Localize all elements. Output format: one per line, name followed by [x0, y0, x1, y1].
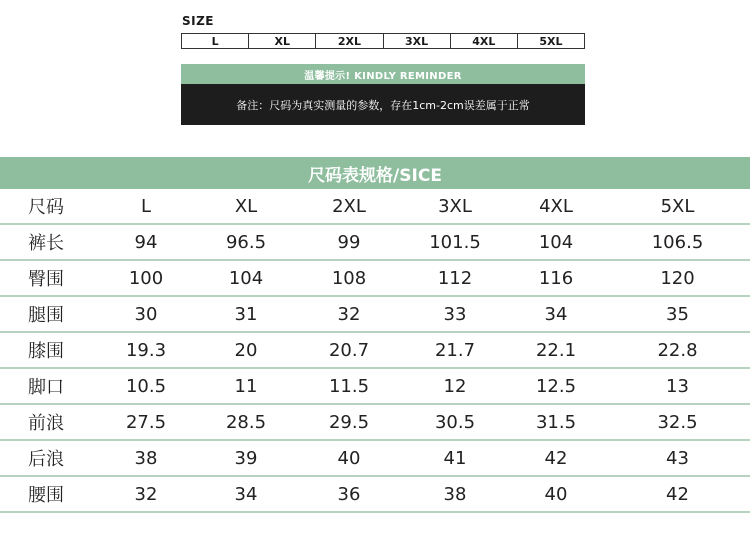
- size-value: 108: [295, 260, 403, 296]
- size-value: 40: [295, 440, 403, 476]
- size-box-3xl: 3XL: [383, 34, 450, 48]
- size-value: 30: [95, 296, 197, 332]
- size-value: 32: [95, 476, 197, 512]
- size-value: L: [95, 189, 197, 224]
- size-value: 3XL: [403, 189, 507, 224]
- size-value: 22.8: [605, 332, 750, 368]
- size-value: 96.5: [197, 224, 295, 260]
- row-label: 后浪: [0, 440, 95, 476]
- size-table: [0, 189, 750, 513]
- size-value: 31: [197, 296, 295, 332]
- size-box-4xl: 4XL: [450, 34, 517, 48]
- row-label: 尺码: [0, 189, 95, 224]
- size-value: 30.5: [403, 404, 507, 440]
- size-value: 34: [197, 476, 295, 512]
- size-value: 43: [605, 440, 750, 476]
- table-row: [0, 332, 750, 368]
- size-value: 10.5: [95, 368, 197, 404]
- size-value: 28.5: [197, 404, 295, 440]
- size-value: 99: [295, 224, 403, 260]
- row-label: 臀围: [0, 260, 95, 296]
- row-label: 脚口: [0, 368, 95, 404]
- size-table-body: [0, 189, 750, 512]
- size-box-xl: XL: [248, 34, 315, 48]
- size-value: 32.5: [605, 404, 750, 440]
- size-table-title: 尺码表规格/SICE: [0, 157, 750, 189]
- size-value: 4XL: [507, 189, 605, 224]
- size-value: 112: [403, 260, 507, 296]
- size-value: 11.5: [295, 368, 403, 404]
- size-value: 100: [95, 260, 197, 296]
- reminder-title-bar: 温馨提示! KINDLY REMINDER: [181, 64, 585, 84]
- size-box-l: L: [211, 34, 219, 48]
- row-label: 腿围: [0, 296, 95, 332]
- size-value: 31.5: [507, 404, 605, 440]
- size-value: 29.5: [295, 404, 403, 440]
- table-header-row: [0, 189, 750, 224]
- size-value: 36: [295, 476, 403, 512]
- size-value: 38: [403, 476, 507, 512]
- size-value: 116: [507, 260, 605, 296]
- size-value: 2XL: [295, 189, 403, 224]
- table-row: [0, 440, 750, 476]
- size-value: 21.7: [403, 332, 507, 368]
- size-value: 106.5: [605, 224, 750, 260]
- size-value: 94: [95, 224, 197, 260]
- size-value: 41: [403, 440, 507, 476]
- table-row: [0, 224, 750, 260]
- size-value: 38: [95, 440, 197, 476]
- size-box-2xl: 2XL: [315, 34, 382, 48]
- size-value: 40: [507, 476, 605, 512]
- size-value: 20: [197, 332, 295, 368]
- size-strip: [181, 33, 585, 49]
- size-value: 5XL: [605, 189, 750, 224]
- size-value: 19.3: [95, 332, 197, 368]
- size-value: 12.5: [507, 368, 605, 404]
- size-value: 33: [403, 296, 507, 332]
- row-label: 前浪: [0, 404, 95, 440]
- size-value: 32: [295, 296, 403, 332]
- size-value: 11: [197, 368, 295, 404]
- row-label: 腰围: [0, 476, 95, 512]
- table-row: [0, 404, 750, 440]
- table-row: [0, 260, 750, 296]
- size-value: 20.7: [295, 332, 403, 368]
- size-value: 42: [605, 476, 750, 512]
- size-strip-title: SIZE: [182, 14, 215, 28]
- size-value: 120: [605, 260, 750, 296]
- size-box-5xl: 5XL: [517, 34, 584, 48]
- size-value: 104: [197, 260, 295, 296]
- size-value: 101.5: [403, 224, 507, 260]
- row-label: 膝围: [0, 332, 95, 368]
- size-value: XL: [197, 189, 295, 224]
- size-value: 13: [605, 368, 750, 404]
- size-value: 104: [507, 224, 605, 260]
- size-value: 27.5: [95, 404, 197, 440]
- size-value: 42: [507, 440, 605, 476]
- row-label: 裤长: [0, 224, 95, 260]
- size-value: 39: [197, 440, 295, 476]
- table-row: [0, 476, 750, 512]
- size-value: 34: [507, 296, 605, 332]
- size-value: 35: [605, 296, 750, 332]
- table-row: [0, 296, 750, 332]
- size-value: 22.1: [507, 332, 605, 368]
- table-row: [0, 368, 750, 404]
- size-value: 12: [403, 368, 507, 404]
- reminder-note: 备注：尺码为真实测量的参数，存在1cm-2cm误差属于正常: [181, 84, 585, 125]
